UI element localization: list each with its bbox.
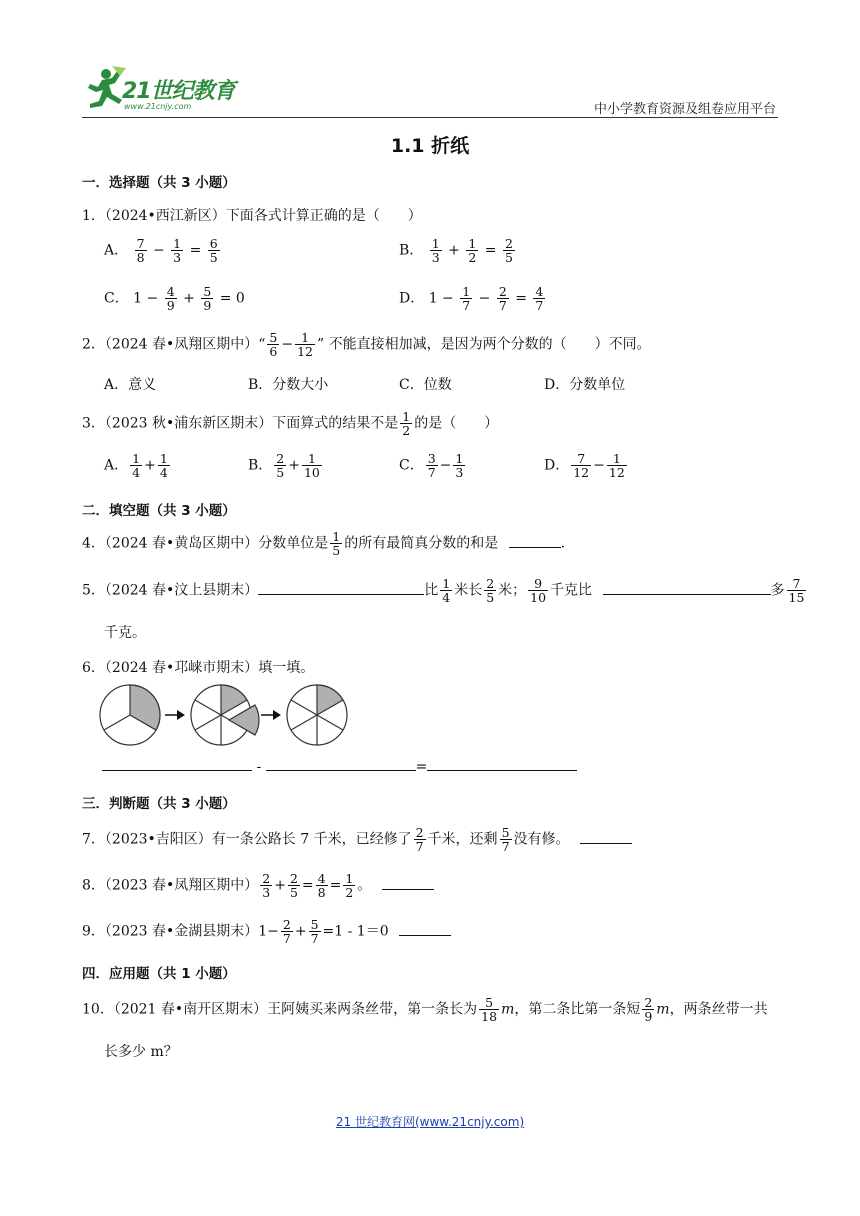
q6-fraction-diagram [99,684,359,748]
section-choice: 一．选择题（共 3 小题） [82,175,236,191]
section-application: 四．应用题（共 1 小题） [82,966,236,982]
q6-answer-blank-2[interactable] [266,756,416,771]
q3-option-d: D． $\frac{7}{12}$ − $\frac{1}{12}$ [544,451,625,480]
question-5: 5．（2024 春•汶上县期末） 比 $\frac{1}{4}$ 米长 $\frac{2}{5}$ 米； $\frac{9}{10}$ 千克比 多 $\frac{7}{15}$ [82,576,805,605]
q1-option-a: A． $\frac{7}{8}$ − $\frac{1}{3}$ = $\frac{6}{5}$ [104,236,218,265]
q1-option-b: B． $\frac{1}{3}$ + $\frac{1}{2}$ = $\frac{2}{5}$ [399,236,513,265]
q9-answer-blank[interactable] [399,921,451,936]
arrow-right-icon [261,710,281,720]
pie-thirds-icon [100,685,160,745]
q3-option-b: B． $\frac{2}{5}$ + $\frac{1}{10}$ [248,451,320,480]
q6-answer-blank-1[interactable] [102,756,252,771]
question-10: 10．（2021 春•南开区期末）王阿姨买来两条丝带，第一条长为 $\frac{5}{18}$ m，第二条比第一条短 $\frac{2}{9}$ m，两条丝带一共 [82,995,768,1024]
q4-answer-blank[interactable] [509,533,561,548]
running-man-logo-icon [82,66,126,112]
pie-sixths-split-icon [191,685,259,745]
logo-url: www.21cnjy.com [124,102,192,111]
footer-link[interactable]: 21 世纪教育网(www.21cnjy.com) [335,1115,525,1129]
platform-name: 中小学教育资源及组卷应用平台 [593,102,776,117]
question-9: 9．（2023 春•金湖县期末）1− $\frac{2}{7}$ + $\frac{5}{7}$ =1 - 1＝0 [82,918,451,945]
pie-sixths-icon [287,685,347,745]
q1-option-d: D． 1 − $\frac{1}{7}$ − $\frac{2}{7}$ = $\frac{4}{7}$ [399,284,544,313]
q2-option-c: C．位数 [399,377,452,393]
logo-text: 21世纪教育 [122,79,235,104]
header-rule [82,117,778,118]
section-fill: 二．填空题（共 3 小题） [82,503,236,519]
question-4: 4．（2024 春•黄岛区期中）分数单位是 $\frac{1}{5}$ 的所有最简真分数的和是 ． [82,529,575,558]
question-8: 8．（2023 春•凤翔区期中） $\frac{2}{3}$ + $\frac{2}{5}$ = $\frac{4}{8}$ = $\frac{1}{2}$ 。 [82,872,434,899]
q2-option-a: A．意义 [104,377,157,393]
q5-answer-blank-2[interactable] [603,580,771,595]
q8-answer-blank[interactable] [382,875,434,890]
q5-line2: 千克。 [104,625,146,641]
q6-answer-blank-3[interactable] [427,756,577,771]
question-1: 1．（2024•西江新区）下面各式计算正确的是（ ） [82,208,422,224]
q2-option-b: B．分数大小 [248,377,329,393]
q7-answer-blank[interactable] [580,829,632,844]
q5-answer-blank-1[interactable] [258,580,424,595]
q6-answer-row: - = [102,756,577,775]
q10-line2: 长多少 m？ [104,1044,178,1060]
q2-option-d: D．分数单位 [544,377,626,393]
arrow-right-icon [165,710,185,720]
q1-option-c: C． 1 − $\frac{4}{9}$ + $\frac{5}{9}$ = 0 [104,284,245,313]
question-6: 6．（2024 春•邛崃市期末）填一填。 [82,660,315,676]
logo [82,66,252,114]
question-3: 3．（2023 秋•浦东新区期末）下面算式的结果不是 $\frac{1}{2}$ 的是（ ） [82,409,499,438]
section-judge: 三．判断题（共 3 小题） [82,796,236,812]
question-7: 7．（2023•吉阳区）有一条公路长 7 千米，已经修了 $\frac{2}{7}$ 千米，还剩 $\frac{5}{7}$ 没有修。 [82,826,632,853]
q3-option-a: A． $\frac{1}{4}$ + $\frac{1}{4}$ [104,451,168,480]
q3-option-c: C． $\frac{3}{7}$ − $\frac{1}{3}$ [399,451,464,480]
question-2: 2．（2024 春•凤翔区期中）“ $\frac{5}{6}$ − $\frac{1}{12}$ ” 不能直接相加减，是因为两个分数的（ ）不同。 [82,330,651,359]
page-title: 1.1 折纸 [390,135,470,157]
